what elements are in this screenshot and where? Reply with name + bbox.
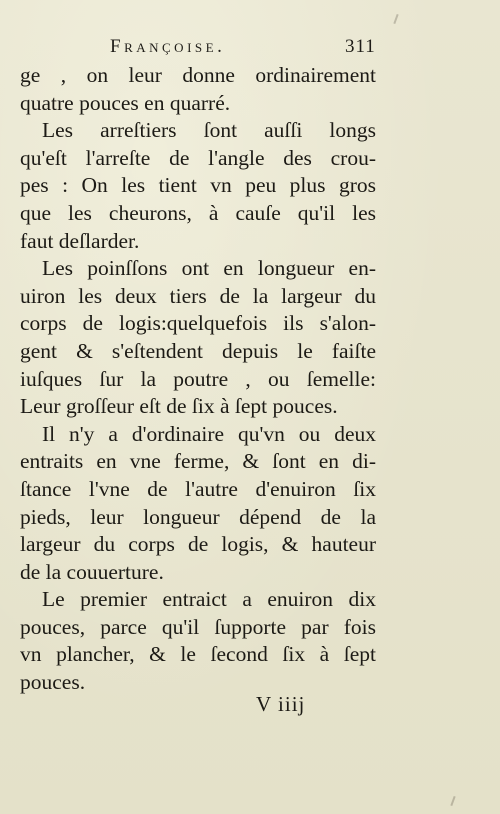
text-line: Les poinſſons ont en longueur en- [42,256,376,281]
paper-speck [393,14,398,24]
text-line: iuſques ſur la poutre , ou ſemelle: [20,366,376,391]
text-line: Il n'y a d'ordinaire qu'vn ou deux [42,421,376,446]
text-line: uiron les deux tiers de la largeur du [20,283,376,308]
paragraph [20,117,376,255]
text-line: ſtance l'vne de l'autre d'enuiron ſix [20,476,376,501]
text-line: que les cheurons, à cauſe qu'il les [20,200,376,225]
text-line: ge , on leur donne ordinairement [20,63,376,87]
paragraph [20,421,376,587]
page-number: 311 [345,36,376,57]
text-line: qu'eſt l'arreſte de l'angle des crou- [20,145,376,170]
paragraph [20,62,376,117]
text-line: pouces. [20,670,86,695]
text-line: Les arreſtiers ſont auſſi longs [42,118,376,143]
text-line: pes : On les tient vn peu plus gros [20,173,376,198]
signature-mark: V iiij [256,692,306,716]
text-line: Le premier entraict a enuiron dix [42,587,376,612]
text-line: pouces, parce qu'il ſupporte par fois [20,614,376,639]
text-line: gent & s'eſtendent depuis le faiſte [20,338,376,363]
text-line: vn plancher, & le ſecond ſix à ſept [20,642,376,667]
text-line: corps de logis:quelquefois ils s'alon- [20,311,376,336]
paragraph [20,255,376,421]
body-text [20,62,376,697]
text-line: faut deſlarder. [20,228,140,253]
text-line: largeur du corps de logis, & hauteur [20,532,376,557]
text-line: Leur groſſeur eſt de ſix à ſept pouces. [20,394,338,419]
paragraph [20,586,376,696]
text-line: pieds, leur longueur dépend de la [20,504,376,529]
page-header [0,36,500,60]
running-head: Françoise. [110,36,226,57]
paper-speck [450,796,455,806]
text-line: de la couuerture. [20,559,164,584]
text-line: entraits en vne ferme, & ſont en di- [20,449,376,474]
text-line: quatre pouces en quarré. [20,90,231,115]
